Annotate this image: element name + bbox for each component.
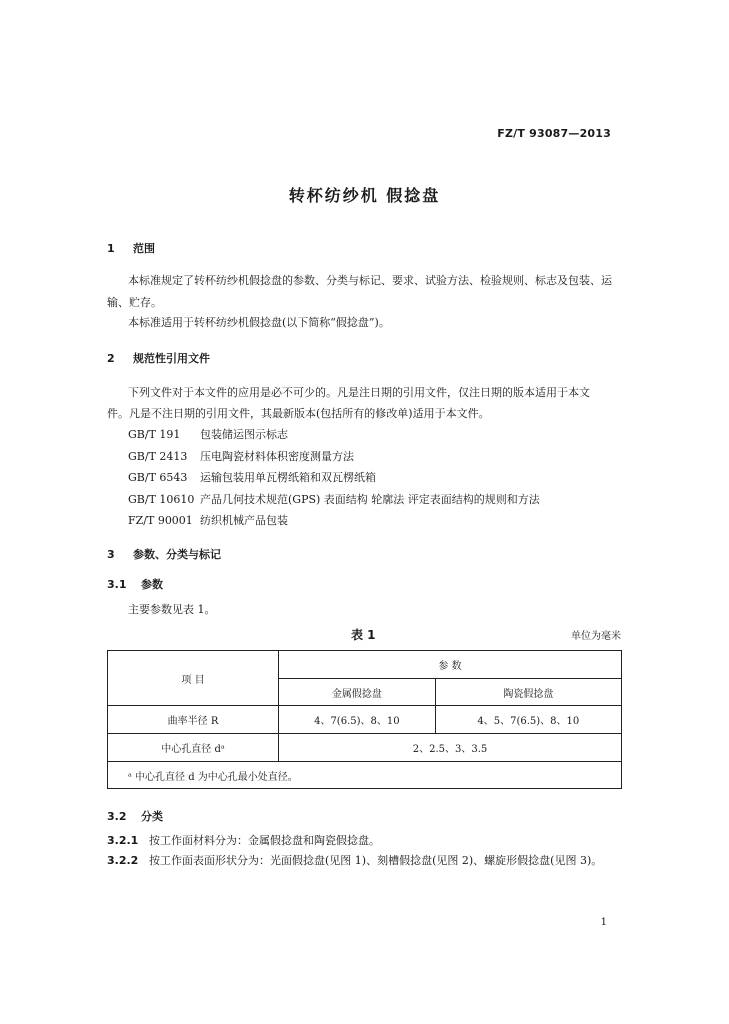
clause-number: 3.2.2 — [107, 854, 139, 867]
section-number: 1 — [107, 242, 115, 255]
reference-code: GB/T 10610 — [128, 493, 195, 506]
section-2-paragraph-line-2: 件。凡是不注日期的引用文件，其最新版本(包括所有的修改单)适用于本文件。 — [107, 407, 490, 420]
section-number: 3.2 — [107, 810, 127, 823]
table-caption: 表 1 — [351, 628, 376, 642]
reference-item — [128, 491, 540, 507]
table-unit-note: 单位为毫米 — [571, 631, 621, 642]
clause-text: 按工作面材料分为：金属假捻盘和陶瓷假捻盘。 — [149, 834, 380, 847]
section-3-2-2 — [107, 852, 602, 868]
table-row-label: 曲率半径 R — [108, 706, 279, 734]
section-3-1-text: 主要参数见表 1。 — [128, 603, 216, 616]
table-cell: 4、5、7(6.5)、8、10 — [435, 706, 621, 734]
section-2-heading — [107, 350, 210, 366]
reference-item — [128, 469, 376, 485]
clause-text: 按工作面表面形状分为：光面假捻盘(见图 1)、刻槽假捻盘(见图 2)、螺旋形假捻盘(见图 3)。 — [149, 854, 603, 867]
page-number: 1 — [600, 917, 607, 928]
reference-title: 产品几何技术规范(GPS) 表面结构 轮廓法 评定表面结构的规则和方法 — [200, 493, 540, 506]
reference-title: 压电陶瓷材料体积密度测量方法 — [200, 450, 354, 463]
section-1-heading — [107, 240, 155, 256]
section-2-paragraph-line-1: 下列文件对于本文件的应用是必不可少的。凡是注日期的引用文件，仅注日期的版本适用于本文 — [128, 386, 590, 399]
section-title: 分类 — [141, 810, 163, 823]
table-header-metal: 金属假捻盘 — [279, 679, 436, 706]
reference-title: 包装储运图示标志 — [200, 428, 288, 441]
reference-code: FZ/T 90001 — [128, 514, 193, 527]
section-number: 3.1 — [107, 578, 127, 591]
section-number: 3 — [107, 548, 115, 561]
section-title: 参数、分类与标记 — [133, 548, 221, 561]
clause-number: 3.2.1 — [107, 834, 139, 847]
parameter-table — [107, 650, 622, 789]
table-cell: 4、7(6.5)、8、10 — [279, 706, 436, 734]
standard-code: FZ/T 93087—2013 — [497, 127, 611, 140]
table-header-item: 项 目 — [108, 651, 279, 706]
section-title: 范围 — [133, 242, 155, 255]
reference-item — [128, 512, 288, 528]
reference-code: GB/T 191 — [128, 428, 181, 441]
reference-code: GB/T 6543 — [128, 471, 188, 484]
table-row-label: 中心孔直径 dᵃ — [108, 734, 279, 762]
reference-code: GB/T 2413 — [128, 450, 188, 463]
table-footnote: ᵃ 中心孔直径 d 为中心孔最小处直径。 — [108, 762, 622, 789]
section-3-heading — [107, 546, 221, 562]
section-3-2-1 — [107, 832, 380, 848]
table-cell: 2、2.5、3、3.5 — [279, 734, 622, 762]
section-1-paragraph-1-line-2: 输、贮存。 — [107, 296, 162, 309]
section-number: 2 — [107, 352, 115, 365]
reference-title: 运输包装用单瓦楞纸箱和双瓦楞纸箱 — [200, 471, 376, 484]
reference-item — [128, 426, 288, 442]
table-header-parameters: 参 数 — [279, 651, 622, 679]
section-1-paragraph-2: 本标准适用于转杯纺纱机假捻盘(以下简称“假捻盘”)。 — [128, 316, 390, 329]
document-title: 转杯纺纱机 假捻盘 — [288, 186, 441, 205]
section-3-2-heading — [107, 808, 163, 824]
reference-item — [128, 448, 354, 464]
table-header-ceramic: 陶瓷假捻盘 — [435, 679, 621, 706]
section-title: 参数 — [141, 578, 163, 591]
section-3-1-heading — [107, 576, 163, 592]
section-1-paragraph-1-line-1: 本标准规定了转杯纺纱机假捻盘的参数、分类与标记、要求、试验方法、检验规则、标志及包装、运 — [128, 274, 612, 287]
reference-title: 纺织机械产品包装 — [200, 514, 288, 527]
section-title: 规范性引用文件 — [133, 352, 210, 365]
